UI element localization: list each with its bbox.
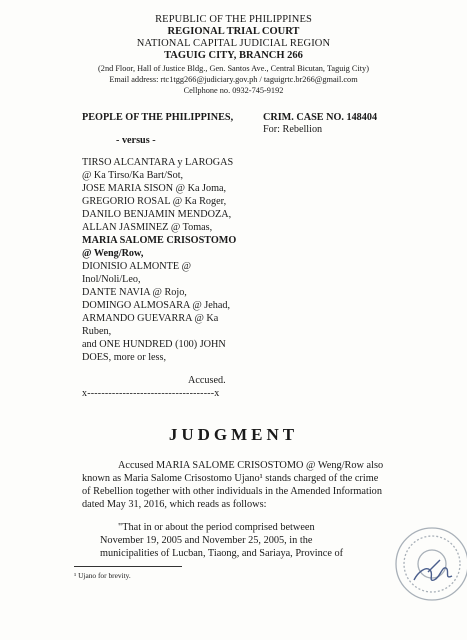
body-line: Accused MARIA SALOME CRISOSTOMO @ Weng/Row also [118,460,384,471]
case-offense: For: Rebellion [263,124,323,135]
accused-line: GREGORIO ROSAL @ Ka Roger, [82,196,227,207]
case-number: CRIM. CASE NO. 148404 [263,112,378,123]
caption-separator: x------------------------------------x [82,388,220,399]
accused-line: @ Ka Tirso/Ka Bart/Sot, [82,170,184,181]
accused-line-highlight: MARIA SALOME CRISOSTOMO [82,235,237,246]
body-line: of Rebellion together with other individuals in the Amended Information [82,486,382,497]
accused-line: and ONE HUNDRED (100) JOHN [82,339,226,350]
header-branch: TAGUIG CITY, BRANCH 266 [164,50,303,61]
accused-line: ALLAN JASMINEZ @ Tomas, [82,222,213,233]
header-address: (2nd Floor, Hall of Justice Bldg., Gen. Santos Ave., Central Bicutan, Taguig City) [98,64,369,73]
header-region: NATIONAL CAPITAL JUDICIAL REGION [136,38,331,49]
header-court: REGIONAL TRIAL COURT [167,26,300,37]
versus-label: - versus - [116,135,156,146]
accused-line: DOES, more or less, [82,352,167,363]
accused-line: TIRSO ALCANTARA y LAROGAS [82,157,234,168]
body-line: dated May 31, 2016, which reads as follows: [82,499,267,510]
accused-line: DIONISIO ALMONTE @ [82,261,191,272]
accused-line: DOMINGO ALMOSARA @ Jehad, [82,300,231,311]
accused-label: Accused. [188,375,226,386]
header-email: Email address: rtc1tgg266@judiciary.gov.ph / taguigrtc.br266@gmail.com [109,75,358,84]
accused-line: ARMANDO GUEVARRA @ Ka [82,313,219,324]
court-seal-icon [388,506,467,616]
quote-line: "That in or about the period comprised between [118,522,315,533]
body-line: known as Maria Salome Crisostomo Ujano¹ stands charged of the crime [82,473,379,484]
accused-line: DANTE NAVIA @ Rojo, [82,287,187,298]
header-republic: REPUBLIC OF THE PHILIPPINES [155,14,312,25]
accused-line: Ruben, [82,326,112,337]
header-cellphone: Cellphone no. 0932-745-9192 [183,86,284,95]
accused-line: JOSE MARIA SISON @ Ka Joma, [82,183,227,194]
footnote: ¹ Ujano for brevity. [74,571,131,580]
quote-line: November 19, 2005 and November 25, 2005, in the [100,535,313,546]
accused-line-highlight: @ Weng/Row, [82,248,144,259]
quote-line: municipalities of Lucban, Tiaong, and Sariaya, Province of [100,548,344,559]
accused-line: Inol/Noli/Leo, [82,274,141,285]
judgment-title: JUDGMENT [168,425,299,444]
footnote-rule [74,566,182,567]
accused-line: DANILO BENJAMIN MENDOZA, [82,209,232,220]
plaintiff: PEOPLE OF THE PHILIPPINES, [82,112,234,123]
